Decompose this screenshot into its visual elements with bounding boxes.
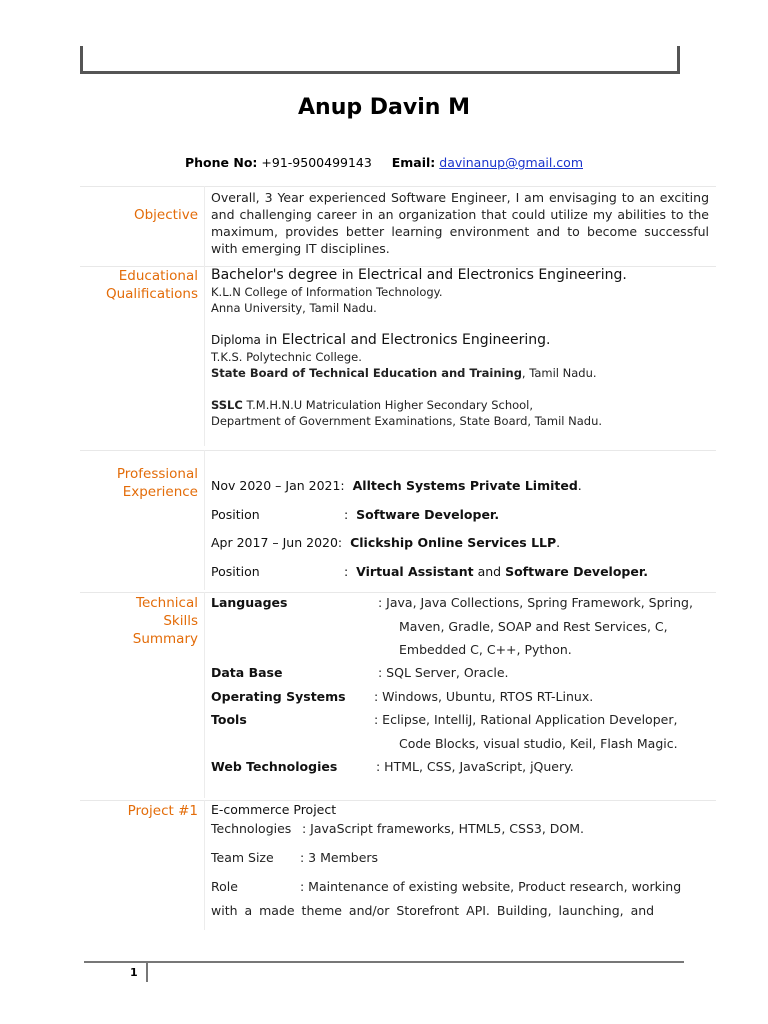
tools-line2: Code Blocks, visual studio, Keil, Flash Magic.	[399, 736, 678, 751]
role-label: Role	[211, 879, 238, 894]
os-label: Operating Systems	[211, 689, 346, 704]
degree-field: Electrical and Electronics Engineering.	[358, 267, 627, 283]
degree-college: K.L.N College of Information Technology.	[211, 285, 443, 299]
job2-position-b: Software Developer.	[505, 564, 648, 579]
sslc-board: Department of Government Examinations, State Board, Tamil Nadu.	[211, 414, 603, 428]
candidate-name: Anup Davin M	[298, 95, 470, 120]
experience-label-line2: Experience	[122, 484, 198, 500]
education-label	[80, 267, 198, 303]
languages-line3: Embedded C, C++, Python.	[399, 642, 572, 657]
column-divider	[204, 450, 205, 590]
role-line2: with a made theme and/or Storefront API. Building, launching, and	[211, 903, 655, 918]
sslc-school: T.M.H.N.U Matriculation Higher Secondary School,	[246, 398, 534, 412]
skills-label-line1: Technical	[136, 595, 198, 611]
education-section	[80, 266, 716, 446]
project-label: Project #1	[127, 803, 198, 819]
job1-position: : Software Developer.	[344, 507, 500, 522]
database-value: : SQL Server, Oracle.	[378, 665, 509, 680]
languages-label: Languages	[211, 595, 288, 610]
team-size-value: : 3 Members	[300, 850, 379, 865]
header-frame	[80, 46, 680, 74]
tools-line1: : Eclipse, IntelliJ, Rational Application Developer,	[374, 712, 678, 727]
column-divider	[204, 592, 205, 798]
database-label: Data Base	[211, 665, 283, 680]
diploma-board-line	[211, 365, 711, 381]
degree-in: in	[341, 268, 354, 283]
divider	[80, 450, 716, 451]
tech-value: : JavaScript frameworks, HTML5, CSS3, DOM.	[302, 821, 584, 836]
diploma-college: T.K.S. Polytechnic College.	[211, 350, 362, 364]
diploma-field: Electrical and Electronics Engineering.	[281, 332, 551, 348]
footer-line	[84, 961, 684, 963]
divider	[80, 186, 716, 187]
languages-line1: : Java, Java Collections, Spring Framework, Spring,	[378, 595, 693, 610]
degree-university: Anna University, Tamil Nadu.	[211, 301, 377, 315]
education-label-line1: Educational	[118, 268, 198, 284]
education-label-line2: Qualifications	[105, 286, 198, 302]
footer-bar	[146, 962, 148, 982]
diploma-name: Diploma	[211, 333, 261, 347]
experience-label	[80, 465, 198, 501]
tools-label: Tools	[211, 712, 247, 727]
position-label: Position	[211, 507, 260, 522]
divider	[80, 800, 716, 801]
objective-text: Overall, 3 Year experienced Software Engineer, I am envisaging to an exciting and challenging career in an organization that could utilize my abilities to the maximum, provides better learning environment and to become successful with emerging IT disciplines.	[211, 190, 709, 256]
experience-section	[80, 450, 716, 590]
job1-line: Nov 2020 – Jan 2021: Alltech Systems Private Limited.	[211, 478, 582, 493]
languages-line2: Maven, Gradle, SOAP and Rest Services, C,	[399, 619, 668, 634]
diploma-in: in	[265, 333, 278, 348]
project-title: E-commerce Project	[211, 802, 337, 817]
job1-position-value: Software Developer.	[356, 507, 500, 522]
sslc-line	[211, 397, 711, 413]
project-section	[80, 800, 716, 930]
job2-position-and: and	[477, 564, 502, 579]
email-link[interactable]: davinanup@gmail.com	[439, 155, 583, 170]
job2-company: Clickship Online Services LLP	[350, 535, 557, 550]
column-divider	[204, 266, 205, 446]
phone-number: +91-9500499143	[261, 155, 372, 170]
phone-label: Phone No:	[185, 155, 258, 170]
column-divider	[204, 800, 205, 930]
email-label: Email:	[391, 155, 436, 170]
job1-company: Alltech Systems Private Limited	[352, 478, 578, 493]
experience-label-line1: Professional	[116, 466, 198, 482]
divider	[80, 592, 716, 593]
role-line1: : Maintenance of existing website, Product research, working	[300, 879, 682, 894]
contact-line	[0, 155, 768, 170]
team-size-label: Team Size	[211, 850, 274, 865]
objective-label: Objective	[133, 207, 198, 223]
job2-position: : Virtual Assistant and Software Developer.	[344, 564, 648, 579]
diploma-board-place: , Tamil Nadu.	[521, 366, 597, 380]
education-body	[211, 267, 711, 429]
degree-line	[211, 267, 711, 284]
degree-name: Bachelor's degree	[211, 267, 338, 283]
page-number: 1	[130, 966, 138, 979]
tech-label: Technologies	[211, 821, 292, 836]
web-label: Web Technologies	[211, 759, 338, 774]
os-value: : Windows, Ubuntu, RTOS RT-Linux.	[374, 689, 594, 704]
sslc-label: SSLC	[211, 398, 243, 412]
job2-dates: Apr 2017 – Jun 2020:	[211, 535, 343, 550]
job2-position-a: Virtual Assistant	[356, 564, 474, 579]
skills-label-line2: Skills	[163, 613, 198, 629]
diploma-line	[211, 332, 711, 349]
skills-section	[80, 592, 716, 798]
skills-label-line3: Summary	[132, 631, 198, 647]
objective-section	[80, 186, 716, 266]
job2-line: Apr 2017 – Jun 2020: Clickship Online Services LLP.	[211, 535, 561, 550]
skills-label	[80, 594, 198, 648]
diploma-board: State Board of Technical Education and Training	[211, 366, 522, 380]
job2-position-line	[211, 564, 648, 579]
job1-dates: Nov 2020 – Jan 2021:	[211, 478, 345, 493]
web-value: : HTML, CSS, JavaScript, jQuery.	[376, 759, 574, 774]
position-label: Position	[211, 564, 260, 579]
column-divider	[204, 186, 205, 266]
job1-position-line	[211, 507, 500, 522]
